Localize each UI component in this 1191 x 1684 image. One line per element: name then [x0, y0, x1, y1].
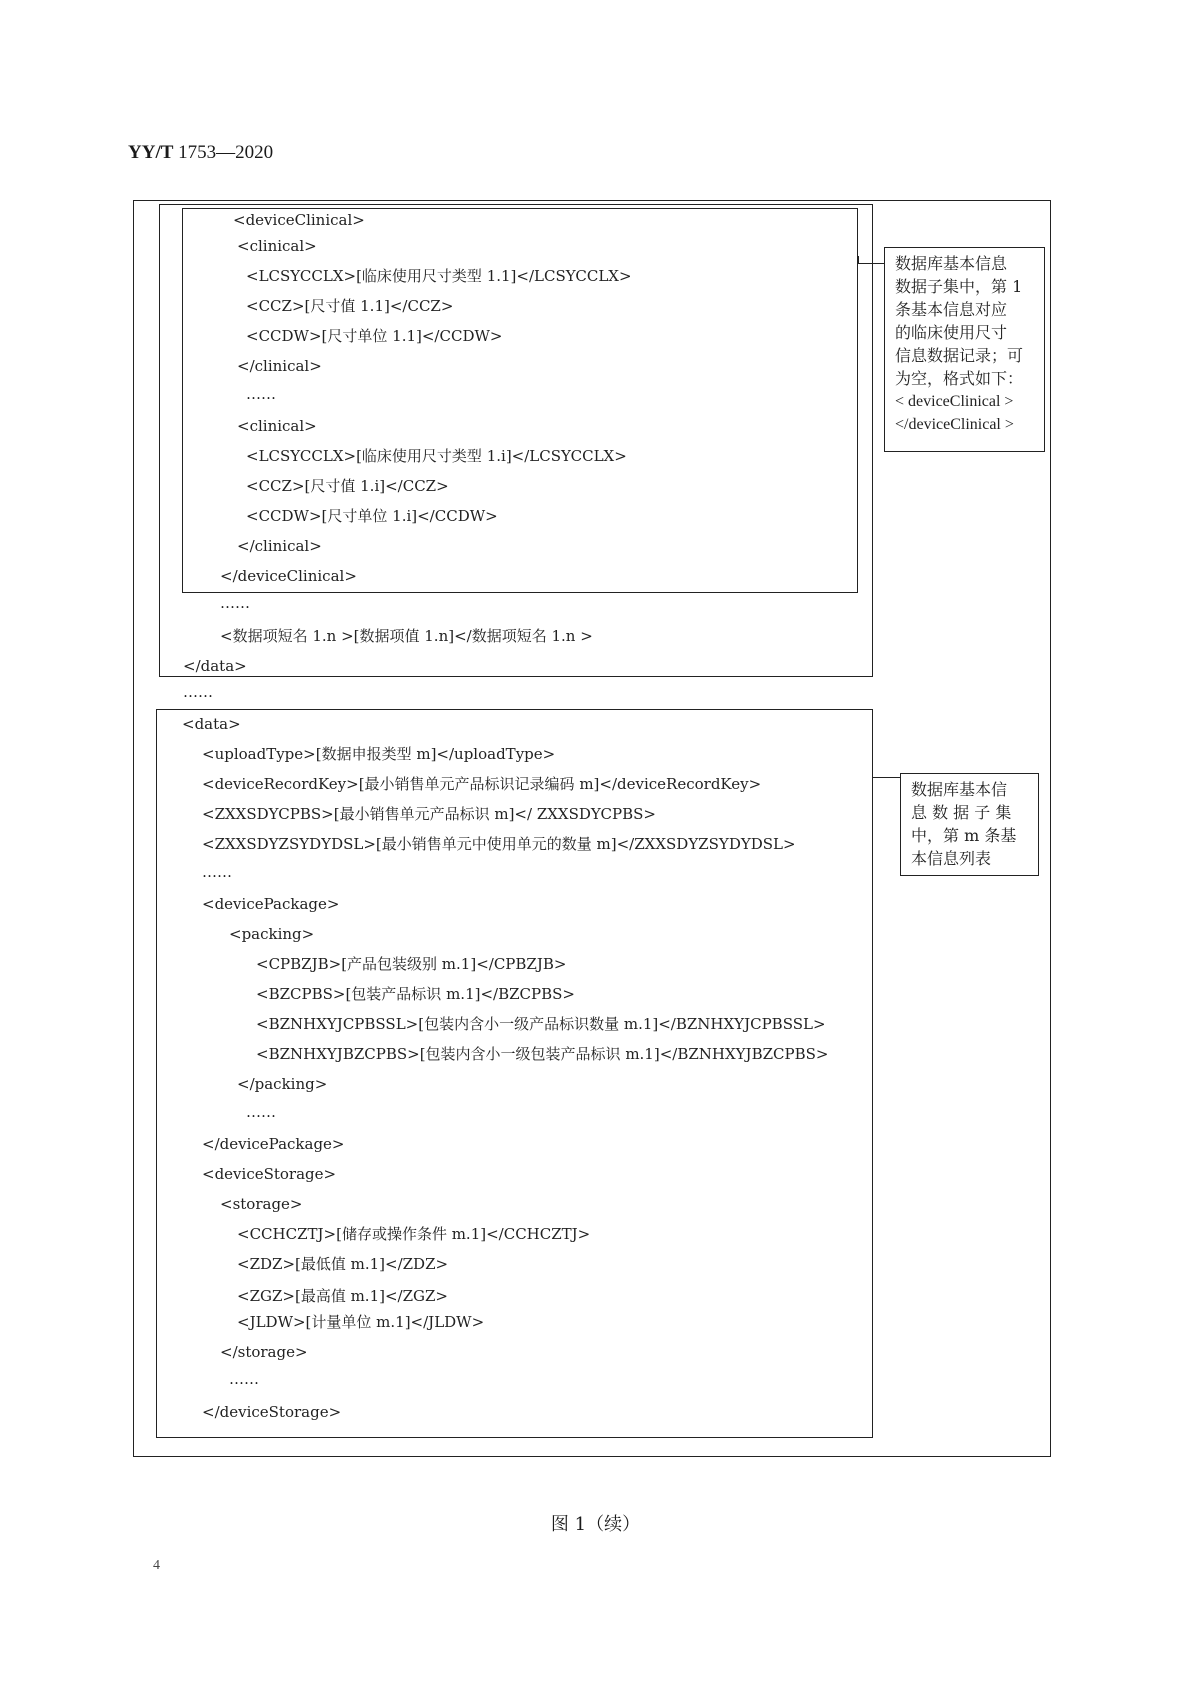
note-line: 息 数 据 子 集: [911, 803, 1012, 822]
code-line: <devicePackage>: [202, 895, 340, 913]
note-line: 本信息列表: [911, 849, 992, 868]
code-line: <BZNHXYJBZCPBS>[包装内含小一级包装产品标识 m.1]</BZNHXYJBZCPBS>: [256, 1045, 829, 1063]
code-line: <data>: [182, 715, 241, 733]
ellipsis-between-blocks: ……: [183, 683, 213, 701]
code-line: <clinical>: [237, 417, 317, 435]
code-line: <CCDW>[尺寸单位 1.1]</CCDW>: [246, 327, 503, 345]
code-line: <packing>: [229, 925, 315, 943]
code-line: </storage>: [220, 1343, 308, 1361]
code-line: <deviceRecordKey>[最小销售单元产品标识记录编码 m]</deviceRecordKey>: [202, 775, 762, 793]
code-line: <CCZ>[尺寸值 1.1]</CCZ>: [246, 297, 454, 315]
page-number: 4: [153, 1558, 160, 1573]
code-line: </packing>: [237, 1075, 328, 1093]
code-line: <deviceStorage>: [202, 1165, 337, 1183]
note-line: 的临床使用尺寸: [895, 323, 1008, 342]
code-line: <BZCPBS>[包装产品标识 m.1]</BZCPBS>: [256, 985, 575, 1003]
note-line: 信息数据记录；可: [895, 346, 1024, 365]
note-basic-info-list: [900, 773, 1039, 876]
note-line: 数据库基本信息: [895, 254, 1008, 273]
note-line: </deviceClinical >: [895, 416, 1014, 433]
standard-identifier: [128, 142, 273, 164]
ellipsis: ……: [246, 385, 276, 403]
code-line: <clinical>: [237, 237, 317, 255]
note-line: 为空，格式如下：: [895, 369, 1024, 388]
code-line: </devicePackage>: [202, 1135, 345, 1153]
code-line: <deviceClinical>: [233, 211, 365, 229]
code-line: <数据项短名 1.n >[数据项值 1.n]</数据项短名 1.n >: [220, 627, 593, 645]
code-line: <CCDW>[尺寸单位 1.i]</CCDW>: [246, 507, 498, 525]
code-line: <CPBZJB>[产品包装级别 m.1]</CPBZJB>: [256, 955, 567, 973]
standard-code: YY/T: [128, 142, 174, 163]
code-line: </deviceClinical>: [220, 567, 357, 585]
code-line: <BZNHXYJCPBSSL>[包装内含小一级产品标识数量 m.1]</BZNHXYJCPBSSL>: [256, 1015, 826, 1033]
code-line: </deviceStorage>: [202, 1403, 342, 1421]
note2-leader: [873, 777, 901, 778]
note-device-clinical: [884, 247, 1045, 452]
note-line: 数据子集中，第 1: [895, 277, 1023, 296]
code-line: <ZXXSDYCPBS>[最小销售单元产品标识 m]</ ZXXSDYCPBS>: [202, 805, 656, 823]
note-line: 中，第 m 条基: [911, 826, 1017, 845]
note-line: 条基本信息对应: [895, 300, 1008, 319]
ellipsis: ……: [202, 863, 232, 881]
figure-caption: 图 1（续）: [550, 1514, 641, 1535]
ellipsis: ……: [229, 1370, 259, 1388]
note-line: < deviceClinical >: [895, 393, 1014, 410]
ellipsis: ……: [246, 1103, 276, 1121]
code-line: </data>: [183, 657, 247, 675]
code-line: <LCSYCCLX>[临床使用尺寸类型 1.i]</LCSYCCLX>: [246, 447, 627, 465]
code-line: <ZGZ>[最高值 m.1]</ZGZ>: [237, 1287, 448, 1305]
code-line: <CCZ>[尺寸值 1.i]</CCZ>: [246, 477, 449, 495]
code-line: <ZDZ>[最低值 m.1]</ZDZ>: [237, 1255, 449, 1273]
note1-leader: [858, 263, 884, 264]
code-line: <ZXXSDYZSYDYDSL>[最小销售单元中使用单元的数量 m]</ZXXSDYZSYDYDSL>: [202, 835, 796, 853]
code-line: <CCHCZTJ>[储存或操作条件 m.1]</CCHCZTJ>: [237, 1225, 591, 1243]
ellipsis: ……: [220, 594, 250, 612]
code-line: <LCSYCCLX>[临床使用尺寸类型 1.1]</LCSYCCLX>: [246, 267, 632, 285]
code-line: <uploadType>[数据申报类型 m]</uploadType>: [202, 745, 556, 763]
code-line: </clinical>: [237, 357, 322, 375]
note-line: 数据库基本信: [911, 780, 1008, 799]
code-line: <JLDW>[计量单位 m.1]</JLDW>: [237, 1313, 485, 1331]
code-line: </clinical>: [237, 537, 322, 555]
standard-number: 1753—2020: [178, 142, 274, 163]
device-clinical-box: [182, 208, 858, 593]
code-line: <storage>: [220, 1195, 303, 1213]
